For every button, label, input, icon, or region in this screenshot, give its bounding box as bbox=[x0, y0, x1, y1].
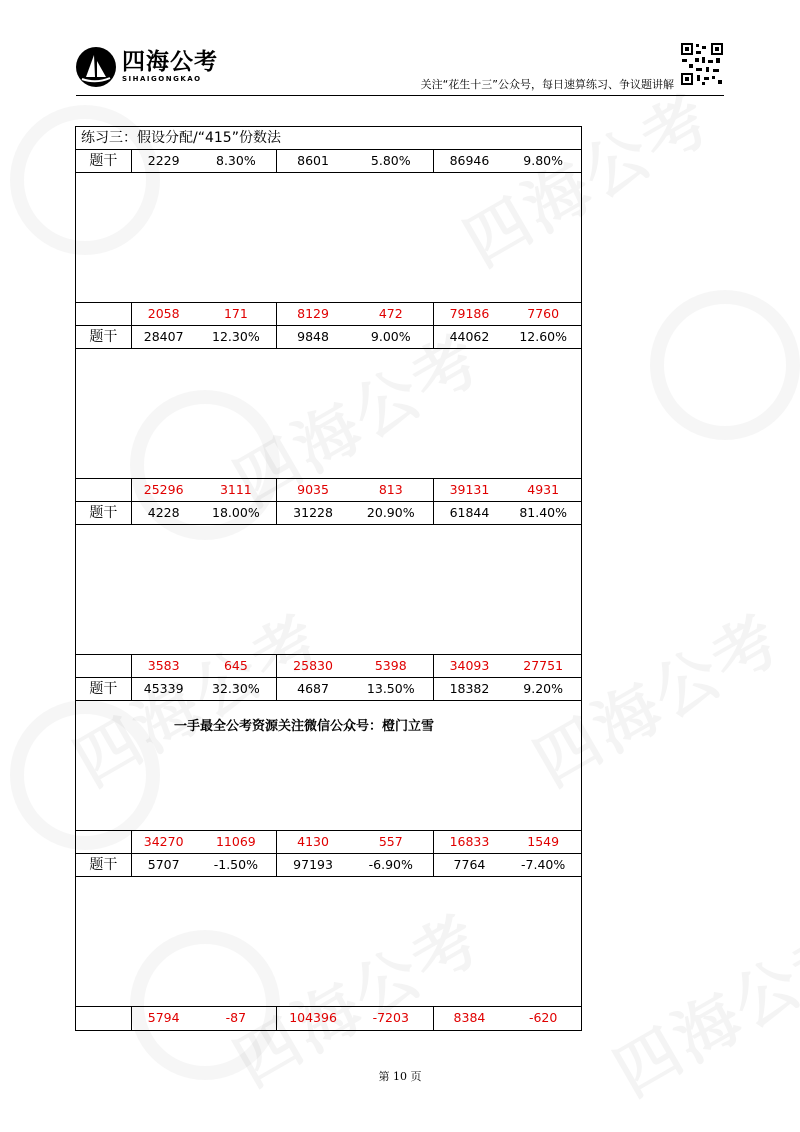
cell: 61844 bbox=[449, 505, 490, 520]
cell: 13.50% bbox=[349, 678, 434, 700]
answer-cell: 813 bbox=[349, 479, 434, 501]
cell: 4687 bbox=[297, 681, 329, 696]
cell: -7.40% bbox=[521, 857, 566, 872]
answer-label bbox=[76, 831, 132, 853]
answer-cell: 3583 bbox=[147, 658, 180, 673]
answer-cell: 34270 bbox=[143, 834, 184, 849]
cell: 28407 bbox=[143, 329, 184, 344]
header-divider bbox=[76, 95, 724, 96]
work-area bbox=[76, 525, 581, 655]
logo-title: 四海公考 bbox=[122, 49, 218, 75]
answer-cell: 25296 bbox=[143, 482, 184, 497]
question-row bbox=[76, 678, 581, 701]
answer-cell: 104396 bbox=[289, 1010, 337, 1025]
page-header bbox=[76, 40, 724, 94]
promo-text: 一手最全公考资源关注微信公众号：橙门立雪 bbox=[174, 719, 435, 734]
answer-cell: 5794 bbox=[147, 1010, 180, 1025]
cell: 9.80% bbox=[523, 153, 564, 168]
answer-cell: 3111 bbox=[196, 479, 278, 501]
cell: 18382 bbox=[449, 681, 490, 696]
cell: 9.20% bbox=[523, 681, 564, 696]
answer-cell: 472 bbox=[349, 303, 434, 325]
answer-cell: 5398 bbox=[349, 655, 434, 677]
answer-cell: -7203 bbox=[349, 1007, 434, 1030]
cell: 8601 bbox=[297, 153, 329, 168]
cell: 4228 bbox=[147, 505, 180, 520]
answer-cell: 79186 bbox=[449, 306, 490, 321]
exercise-table bbox=[75, 126, 582, 1031]
answer-label bbox=[76, 655, 132, 677]
answer-cell: 557 bbox=[349, 831, 434, 853]
answer-cell: 2058 bbox=[147, 306, 180, 321]
cell: -6.90% bbox=[349, 854, 434, 876]
answer-cell: 4931 bbox=[527, 482, 560, 497]
cell: 9848 bbox=[297, 329, 329, 344]
header-slogan: 关注“花生十三”公众号，每日速算练习、争议题讲解 bbox=[420, 78, 674, 91]
logo-subtitle: SIHAIGONGKAO bbox=[122, 75, 202, 83]
question-label: 题干 bbox=[76, 678, 132, 700]
answer-label bbox=[76, 1007, 132, 1030]
question-row bbox=[76, 502, 581, 525]
cell: 44062 bbox=[449, 329, 490, 344]
answer-cell: 8129 bbox=[297, 306, 329, 321]
cell: 5.80% bbox=[349, 150, 434, 172]
work-area bbox=[76, 701, 581, 831]
cell: 7764 bbox=[453, 857, 486, 872]
answer-row bbox=[76, 303, 581, 326]
cell: 45339 bbox=[143, 681, 184, 696]
watermark-circle bbox=[650, 290, 800, 440]
question-label: 题干 bbox=[76, 854, 132, 876]
cell: 86946 bbox=[449, 153, 490, 168]
answer-cell: 4130 bbox=[297, 834, 329, 849]
cell: 81.40% bbox=[519, 505, 567, 520]
answer-cell: 39131 bbox=[449, 482, 490, 497]
cell: 2229 bbox=[147, 153, 180, 168]
cell: -1.50% bbox=[196, 854, 278, 876]
answer-label bbox=[76, 303, 132, 325]
answer-row bbox=[76, 655, 581, 678]
answer-label bbox=[76, 479, 132, 501]
answer-row bbox=[76, 831, 581, 854]
cell: 9.00% bbox=[349, 326, 434, 348]
cell: 97193 bbox=[293, 857, 333, 872]
question-label: 题干 bbox=[76, 150, 132, 172]
answer-cell: 9035 bbox=[297, 482, 329, 497]
question-row bbox=[76, 150, 581, 173]
cell: 8.30% bbox=[196, 150, 278, 172]
answer-row bbox=[76, 1007, 581, 1030]
answer-cell: 7760 bbox=[527, 306, 560, 321]
answer-cell: 27751 bbox=[523, 658, 564, 673]
answer-cell: 16833 bbox=[449, 834, 490, 849]
question-label: 题干 bbox=[76, 326, 132, 348]
logo bbox=[76, 44, 218, 90]
answer-cell: 645 bbox=[196, 655, 278, 677]
question-row bbox=[76, 326, 581, 349]
work-area bbox=[76, 877, 581, 1007]
answer-cell: 11069 bbox=[196, 831, 278, 853]
answer-cell: 171 bbox=[196, 303, 278, 325]
cell: 12.60% bbox=[519, 329, 567, 344]
cell: 31228 bbox=[293, 505, 333, 520]
answer-cell: 34093 bbox=[449, 658, 490, 673]
page-number: 第 10 页 bbox=[378, 1070, 422, 1083]
work-area bbox=[76, 349, 581, 479]
table-title: 练习三：假设分配/“415”份数法 bbox=[76, 127, 581, 150]
answer-cell: -87 bbox=[196, 1007, 278, 1030]
cell: 5707 bbox=[147, 857, 180, 872]
answer-cell: 1549 bbox=[527, 834, 560, 849]
cell: 18.00% bbox=[196, 502, 278, 524]
work-area bbox=[76, 173, 581, 303]
cell: 12.30% bbox=[196, 326, 278, 348]
answer-cell: -620 bbox=[528, 1010, 558, 1025]
question-row bbox=[76, 854, 581, 877]
question-label: 题干 bbox=[76, 502, 132, 524]
logo-sail-icon bbox=[76, 47, 116, 87]
qr-code-icon bbox=[680, 42, 724, 86]
answer-row bbox=[76, 479, 581, 502]
answer-cell: 8384 bbox=[453, 1010, 486, 1025]
cell: 32.30% bbox=[196, 678, 278, 700]
answer-cell: 25830 bbox=[293, 658, 333, 673]
cell: 20.90% bbox=[349, 502, 434, 524]
